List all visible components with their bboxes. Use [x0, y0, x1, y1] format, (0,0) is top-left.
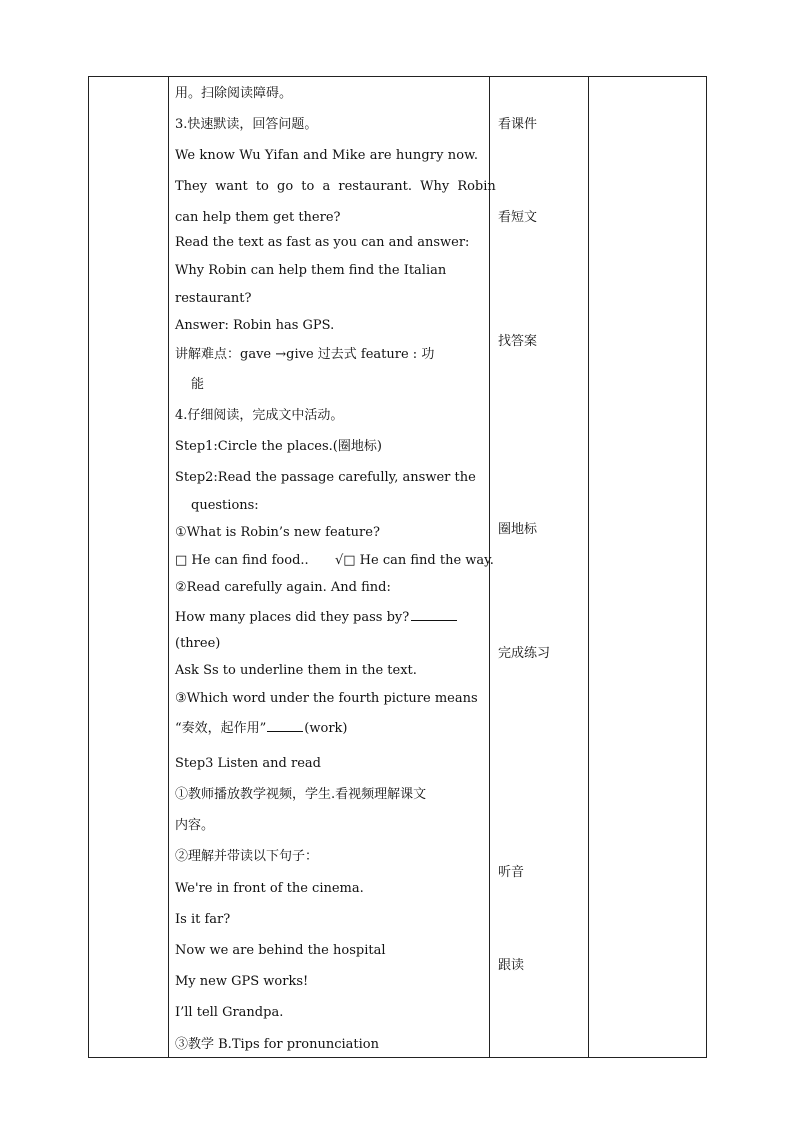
student-activity-note: 听音	[498, 865, 525, 880]
text-line: We're in front of the cinema.	[175, 881, 364, 896]
student-activity-note: 完成练习	[498, 646, 551, 661]
text-line: Step2:Read the passage carefully, answer the	[175, 470, 476, 485]
text-line: (three)	[175, 636, 221, 651]
answer-text: (work)	[304, 721, 348, 736]
text-line: ①教师播放教学视频，学生.看视频理解课文	[175, 787, 427, 802]
question-text: “奏效，起作用”	[175, 721, 267, 736]
lesson-table	[88, 76, 707, 1058]
text-line: ③教学 B.Tips for pronunciation	[175, 1037, 380, 1052]
text-line: ②Read carefully again. And find:	[175, 580, 391, 595]
text-line: ①What is Robin’s new feature?	[175, 525, 380, 540]
options-line	[175, 553, 494, 569]
student-activity-note: 看短文	[498, 210, 538, 225]
teaching-process-column	[169, 77, 496, 1057]
student-activity-note: 跟读	[498, 958, 525, 973]
text-line: Answer: Robin has GPS.	[175, 318, 335, 333]
question-line	[175, 608, 459, 626]
text-line: Why Robin can help them find the Italian	[175, 263, 447, 278]
text-line: I’ll tell Grandpa.	[175, 1005, 284, 1020]
question-text: How many places did they pass by?	[175, 610, 410, 625]
text-line: Ask Ss to underline them in the text.	[175, 663, 417, 678]
answer-blank	[411, 608, 457, 621]
text-line: They want to go to a restaurant. Why Robin	[175, 179, 496, 194]
column-divider-3	[588, 77, 589, 1057]
text-line: ②理解并带读以下句子：	[175, 849, 319, 864]
student-activity-note: 找答案	[498, 334, 538, 349]
text-line: restaurant?	[175, 291, 252, 306]
student-activity-note: 看课件	[498, 117, 538, 132]
text-line: 内容。	[175, 818, 215, 833]
text-line: Is it far?	[175, 912, 231, 927]
text-line: 讲解难点：gave →give 过去式 feature : 功	[175, 347, 435, 362]
text-line: We know Wu Yifan and Mike are hungry now.	[175, 148, 479, 163]
text-line: ③Which word under the fourth picture means	[175, 691, 478, 706]
option-way: √□ He can find the way.	[334, 553, 494, 568]
text-line: Now we are behind the hospital	[175, 943, 386, 958]
text-line: can help them get there?	[175, 210, 341, 225]
text-line: My new GPS works!	[175, 974, 309, 989]
text-line: Step3 Listen and read	[175, 756, 321, 771]
text-line: Read the text as fast as you can and answer:	[175, 235, 470, 250]
text-line: 4.仔细阅读，完成文中活动。	[175, 408, 344, 423]
option-food: □ He can find food..	[175, 553, 309, 568]
text-line: questions:	[191, 498, 259, 513]
text-line: 3.快速默读，回答问题。	[175, 117, 318, 132]
question-line	[175, 719, 348, 737]
student-activity-note: 圈地标	[498, 522, 538, 537]
answer-blank	[267, 719, 303, 732]
text-line: 用。扫除阅读障碍。	[175, 86, 293, 101]
text-line: Step1:Circle the places.(圈地标)	[175, 439, 382, 454]
text-line: 能	[191, 377, 205, 392]
